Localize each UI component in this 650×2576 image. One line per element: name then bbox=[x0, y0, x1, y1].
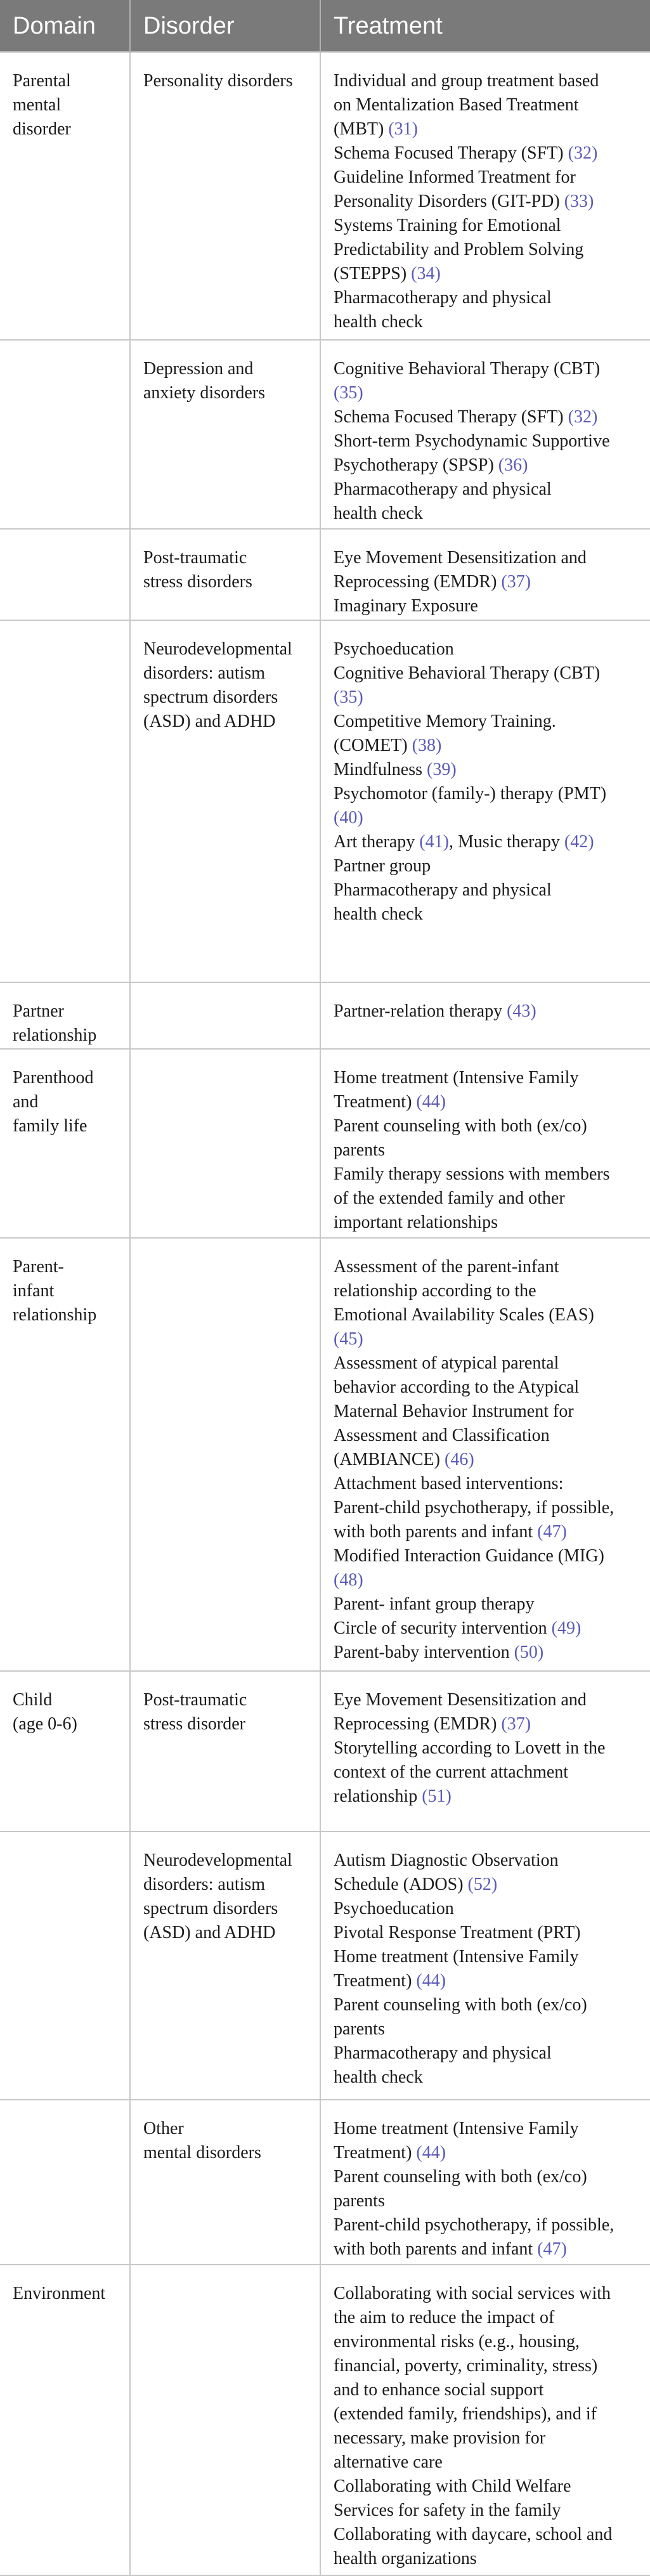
treatment-line bbox=[334, 2330, 641, 2354]
disorder-cell bbox=[130, 1671, 320, 1831]
treatment-line bbox=[334, 286, 641, 310]
treatment-text: parents bbox=[334, 2191, 385, 2211]
treatment-text: necessary, make provision for bbox=[334, 2428, 546, 2448]
treatment-line bbox=[334, 1351, 641, 1376]
treatment-line bbox=[334, 594, 641, 618]
disorder-text: spectrum disorders bbox=[143, 687, 278, 708]
treatment-line bbox=[334, 141, 641, 166]
disorder-cell bbox=[130, 1238, 320, 1671]
disorder-cell bbox=[130, 982, 320, 1049]
treatment-text: Pharmacotherapy and physical bbox=[334, 479, 552, 499]
treatment-line bbox=[334, 429, 641, 453]
domain-text: (age 0-6) bbox=[13, 1714, 77, 1734]
treatment-text: the aim to reduce the impact of bbox=[334, 2307, 555, 2327]
domain-text: relationship bbox=[13, 1304, 97, 1325]
treatment-line bbox=[334, 2499, 641, 2523]
citation-link[interactable]: (37) bbox=[501, 571, 531, 592]
disorder-cell bbox=[130, 1831, 320, 2100]
treatment-line bbox=[334, 1211, 641, 1235]
treatment-line bbox=[334, 1969, 641, 1993]
treatment-line bbox=[334, 1712, 641, 1736]
treatment-text: Emotional Availability Scales (EAS) bbox=[334, 1304, 594, 1325]
treatment-text: Collaborating with daycare, school and bbox=[334, 2524, 613, 2544]
treatment-line bbox=[334, 405, 641, 429]
treatment-line bbox=[334, 710, 641, 734]
treatment-line bbox=[334, 1066, 641, 1090]
treatment-line bbox=[334, 2041, 641, 2065]
citation-link[interactable]: (38) bbox=[412, 736, 442, 756]
treatment-text: (AMBIANCE) bbox=[334, 1449, 445, 1469]
treatment-cell bbox=[320, 982, 650, 1049]
treatment-text: Storytelling according to Lovett in the bbox=[334, 1738, 606, 1758]
treatment-line bbox=[334, 2213, 641, 2237]
treatment-line bbox=[334, 502, 641, 526]
disorder-text: Post-traumatic bbox=[143, 547, 247, 568]
treatment-text: Home treatment (Intensive Family bbox=[334, 1068, 579, 1088]
treatment-text: Parent-child psychotherapy, if possible, bbox=[334, 2215, 614, 2235]
treatment-line bbox=[334, 93, 641, 117]
treatment-text: Home treatment (Intensive Family bbox=[334, 2119, 579, 2139]
treatment-line bbox=[334, 1090, 641, 1114]
treatment-line bbox=[334, 1448, 641, 1472]
header-domain: Domain bbox=[0, 0, 130, 52]
domain-cell bbox=[0, 529, 130, 621]
treatment-text: Eye Movement Desensitization and bbox=[334, 547, 587, 568]
treatment-line bbox=[334, 2117, 641, 2141]
treatment-cell bbox=[320, 620, 650, 982]
treatment-line bbox=[334, 2282, 641, 2306]
disorder-text: disorders: autism bbox=[143, 663, 266, 684]
disorder-text: stress disorders bbox=[143, 571, 252, 592]
citation-link[interactable]: (51) bbox=[422, 1786, 452, 1806]
treatment-text: of the extended family and other bbox=[334, 1188, 565, 1209]
treatment-text: Partner group bbox=[334, 856, 431, 876]
disorder-text: anxiety disorders bbox=[143, 382, 266, 403]
treatment-line bbox=[334, 782, 641, 806]
treatment-text: Art therapy bbox=[334, 832, 420, 852]
treatment-text: relationship bbox=[334, 1786, 422, 1806]
treatment-line bbox=[334, 878, 641, 902]
citation-link[interactable]: (45) bbox=[334, 1329, 363, 1349]
treatment-text: Psychomotor (family-) therapy (PMT) bbox=[334, 784, 607, 804]
treatment-text: Treatment) bbox=[334, 2143, 417, 2163]
domain-cell bbox=[0, 2100, 130, 2264]
treatment-text: Personality Disorders (GIT-PD) bbox=[334, 192, 564, 211]
disorder-text: Other bbox=[143, 2119, 184, 2139]
treatment-text: Eye Movement Desensitization and bbox=[334, 1689, 587, 1710]
disorder-text: Neurodevelopmental bbox=[143, 1850, 292, 1870]
treatment-text: (STEPPS) bbox=[334, 264, 412, 283]
citation-link[interactable]: (31) bbox=[388, 119, 418, 139]
citation-link[interactable]: (49) bbox=[551, 1618, 582, 1638]
treatment-text: Cognitive Behavioral Therapy (CBT) bbox=[334, 358, 601, 379]
table-header bbox=[0, 0, 650, 52]
domain-cell bbox=[0, 1238, 130, 1671]
treatment-text: Schema Focused Therapy (SFT) bbox=[334, 143, 568, 163]
domain-cell bbox=[0, 340, 130, 529]
treatment-text: Schema Focused Therapy (SFT) bbox=[334, 407, 568, 427]
citation-link[interactable]: (35) bbox=[334, 687, 363, 708]
treatment-line bbox=[334, 1873, 641, 1897]
table-row bbox=[0, 1831, 650, 2100]
treatment-text: Short-term Psychodynamic Supportive bbox=[334, 431, 610, 451]
treatment-line bbox=[334, 1849, 641, 1873]
treatment-line bbox=[334, 381, 641, 405]
treatment-text: Parent- infant group therapy bbox=[334, 1594, 535, 1614]
citation-link[interactable]: (44) bbox=[416, 2143, 446, 2163]
treatment-line bbox=[334, 1897, 641, 1921]
treatment-line bbox=[334, 1641, 641, 1665]
treatment-line bbox=[334, 1187, 641, 1211]
domain-text: Parenthood bbox=[13, 1068, 94, 1088]
treatment-text: (COMET) bbox=[334, 736, 412, 756]
treatment-text: Pharmacotherapy and physical bbox=[334, 880, 552, 901]
treatment-line bbox=[334, 1303, 641, 1327]
treatment-text: Individual and group treatment based bbox=[334, 71, 599, 91]
treatment-line bbox=[334, 453, 641, 478]
treatment-line bbox=[334, 1760, 641, 1785]
treatment-text: (extended family, friendships), and if bbox=[334, 2404, 597, 2424]
treatment-text: Modified Interaction Guidance (MIG) bbox=[334, 1545, 604, 1566]
header-row bbox=[0, 0, 650, 52]
treatment-text: Psychotherapy (SPSP) bbox=[334, 455, 498, 475]
treatment-line bbox=[334, 262, 641, 286]
domain-text: Parental bbox=[13, 71, 71, 91]
table-body bbox=[0, 52, 650, 2575]
treatment-text: on Mentalization Based Treatment bbox=[334, 95, 579, 115]
treatment-text: with both parents and infant bbox=[334, 2239, 538, 2260]
treatment-text: health check bbox=[334, 503, 423, 523]
treatment-text: Predictability and Problem Solving bbox=[334, 240, 584, 259]
disorder-cell bbox=[130, 2265, 320, 2575]
treatment-line bbox=[334, 1114, 641, 1138]
treatment-line bbox=[334, 1785, 641, 1809]
treatment-line bbox=[334, 69, 641, 93]
citation-link[interactable]: (42) bbox=[564, 832, 594, 852]
citation-link[interactable]: (48) bbox=[334, 1570, 363, 1590]
treatment-text: context of the current attachment bbox=[334, 1762, 569, 1782]
treatment-line bbox=[334, 1424, 641, 1448]
treatment-cell bbox=[320, 52, 650, 340]
treatment-text: Family therapy sessions with members bbox=[334, 1164, 610, 1185]
citation-link[interactable]: (41) bbox=[419, 832, 449, 852]
table-row bbox=[0, 620, 650, 982]
treatment-line bbox=[334, 357, 641, 381]
treatment-line bbox=[334, 2426, 641, 2450]
citation-link[interactable]: (33) bbox=[564, 192, 594, 211]
treatment-line bbox=[334, 214, 641, 238]
treatment-text: Pivotal Response Treatment (PRT) bbox=[334, 1922, 581, 1942]
treatment-line bbox=[334, 2065, 641, 2090]
citation-link[interactable]: (47) bbox=[537, 2239, 567, 2260]
treatment-line bbox=[334, 310, 641, 334]
treatment-line bbox=[334, 686, 641, 710]
treatment-line bbox=[334, 1736, 641, 1760]
treatment-line bbox=[334, 1376, 641, 1400]
citation-link[interactable]: (35) bbox=[334, 382, 363, 403]
disorder-text: mental disorders bbox=[143, 2143, 261, 2163]
treatment-line bbox=[334, 806, 641, 830]
disorder-cell bbox=[130, 620, 320, 982]
treatment-cell bbox=[320, 2100, 650, 2264]
treatment-text: Parent counseling with both (ex/co) bbox=[334, 1994, 587, 2015]
treatment-text: with both parents and infant bbox=[334, 1521, 538, 1542]
treatment-line bbox=[334, 2402, 641, 2426]
domain-text: family life bbox=[13, 1116, 88, 1136]
treatment-text: Collaborating with Child Welfare bbox=[334, 2476, 571, 2496]
domain-text: mental bbox=[13, 95, 62, 115]
table-row bbox=[0, 52, 650, 340]
treatment-cell bbox=[320, 1831, 650, 2100]
citation-link[interactable]: (37) bbox=[501, 1714, 531, 1734]
disorder-text: Depression and bbox=[143, 358, 254, 379]
treatment-text: Autism Diagnostic Observation bbox=[334, 1850, 559, 1870]
table-row bbox=[0, 2265, 650, 2575]
treatment-line bbox=[334, 2354, 641, 2378]
treatment-cell bbox=[320, 1049, 650, 1238]
treatment-line bbox=[334, 830, 641, 854]
treatment-text: Assessment and Classification bbox=[334, 1425, 550, 1445]
treatment-line bbox=[334, 2189, 641, 2213]
treatment-line bbox=[334, 2141, 641, 2165]
treatment-text: parents bbox=[334, 1140, 385, 1161]
treatment-text: Parent-child psychotherapy, if possible, bbox=[334, 1497, 614, 1518]
disorder-cell bbox=[130, 340, 320, 529]
treatment-line bbox=[334, 1592, 641, 1617]
citation-link[interactable]: (40) bbox=[334, 808, 363, 828]
treatment-line bbox=[334, 1327, 641, 1351]
table-row bbox=[0, 1049, 650, 1238]
treatment-text: Assessment of atypical parental bbox=[334, 1353, 559, 1373]
domain-text: Partner bbox=[13, 1001, 64, 1021]
treatment-cell bbox=[320, 1671, 650, 1831]
treatment-line bbox=[334, 758, 641, 782]
treatment-text: health check bbox=[334, 2067, 423, 2087]
treatment-line bbox=[334, 1520, 641, 1544]
treatment-line bbox=[334, 661, 641, 686]
treatment-line bbox=[334, 1400, 641, 1424]
domain-text: disorder bbox=[13, 119, 71, 139]
treatment-text: parents bbox=[334, 2019, 385, 2039]
disorder-text: spectrum disorders bbox=[143, 1898, 278, 1918]
treatment-text: and to enhance social support bbox=[334, 2379, 544, 2400]
domain-text: Child bbox=[13, 1689, 53, 1710]
treatment-text: Psychoeducation bbox=[334, 1898, 454, 1918]
treatment-line bbox=[334, 854, 641, 878]
treatment-text: Mindfulness bbox=[334, 760, 427, 780]
treatment-text: Home treatment (Intensive Family bbox=[334, 1946, 579, 1967]
domain-cell bbox=[0, 1671, 130, 1831]
treatment-text: relationship according to the bbox=[334, 1280, 536, 1301]
treatment-text: Circle of security intervention bbox=[334, 1618, 552, 1638]
header-disorder: Disorder bbox=[130, 0, 320, 52]
treatment-line bbox=[334, 2547, 641, 2571]
treatment-cell bbox=[320, 1238, 650, 1671]
table-row bbox=[0, 982, 650, 1049]
disorder-cell bbox=[130, 529, 320, 621]
citation-link[interactable]: (50) bbox=[514, 1642, 544, 1662]
treatment-line bbox=[334, 1945, 641, 1969]
citation-link[interactable]: (43) bbox=[507, 1001, 536, 1021]
treatment-line bbox=[334, 637, 641, 661]
disorder-text: disorders: autism bbox=[143, 1874, 266, 1894]
treatment-text: Treatment) bbox=[334, 1092, 417, 1112]
treatment-cell bbox=[320, 340, 650, 529]
treatment-text: Partner-relation therapy bbox=[334, 1001, 507, 1021]
domain-cell bbox=[0, 2265, 130, 2575]
citation-link[interactable]: (32) bbox=[568, 407, 598, 427]
treatment-text: health check bbox=[334, 904, 423, 925]
treatment-line bbox=[334, 570, 641, 594]
treatment-text: Reprocessing (EMDR) bbox=[334, 571, 502, 592]
disorder-cell bbox=[130, 2100, 320, 2264]
citation-link[interactable]: (52) bbox=[467, 1874, 498, 1894]
treatment-line bbox=[334, 546, 641, 570]
table-row bbox=[0, 1238, 650, 1671]
treatment-text: Guideline Informed Treatment for bbox=[334, 167, 576, 187]
citation-link[interactable]: (36) bbox=[498, 455, 528, 475]
treatment-text: health organizations bbox=[334, 2548, 477, 2568]
domain-cell bbox=[0, 1049, 130, 1238]
disorder-text: (ASD) and ADHD bbox=[143, 1922, 276, 1942]
treatment-line bbox=[334, 238, 641, 262]
treatment-line bbox=[334, 1279, 641, 1303]
treatment-text: (MBT) bbox=[334, 119, 389, 139]
treatment-line bbox=[334, 1688, 641, 1712]
disorder-text: Personality disorders bbox=[143, 71, 293, 91]
treatment-text: behavior according to the Atypical bbox=[334, 1377, 580, 1397]
treatment-text: Maternal Behavior Instrument for bbox=[334, 1401, 574, 1421]
treatment-text: Assessment of the parent-infant bbox=[334, 1256, 559, 1277]
domain-text: Parent- bbox=[13, 1256, 64, 1277]
citation-link[interactable]: (39) bbox=[427, 760, 457, 780]
disorder-text: Post-traumatic bbox=[143, 1689, 247, 1710]
treatment-line bbox=[334, 1472, 641, 1496]
disorder-text: stress disorder bbox=[143, 1714, 245, 1734]
treatment-line bbox=[334, 999, 641, 1024]
treatment-text: Parent counseling with both (ex/co) bbox=[334, 2167, 587, 2187]
citation-link[interactable]: (34) bbox=[411, 264, 441, 283]
citation-link[interactable]: (47) bbox=[537, 1521, 567, 1542]
treatment-text: Cognitive Behavioral Therapy (CBT) bbox=[334, 663, 601, 684]
treatment-line bbox=[334, 1162, 641, 1187]
treatment-line bbox=[334, 1617, 641, 1641]
treatment-text: Systems Training for Emotional bbox=[334, 216, 561, 235]
treatment-line bbox=[334, 1496, 641, 1520]
treatment-text: Competitive Memory Training. bbox=[334, 712, 556, 732]
treatment-text: Collaborating with social services with bbox=[334, 2283, 611, 2303]
treatment-line bbox=[334, 190, 641, 214]
domain-cell bbox=[0, 620, 130, 982]
treatment-line bbox=[334, 1993, 641, 2017]
treatment-cell bbox=[320, 2265, 650, 2575]
treatment-text: Parent-baby intervention bbox=[334, 1642, 514, 1662]
treatment-line bbox=[334, 117, 641, 141]
treatment-line bbox=[334, 2450, 641, 2475]
treatment-line bbox=[334, 2475, 641, 2499]
treatment-line bbox=[334, 2017, 641, 2041]
header-treatment: Treatment bbox=[320, 0, 650, 52]
table-row bbox=[0, 2100, 650, 2264]
disorder-text: Neurodevelopmental bbox=[143, 639, 292, 660]
treatment-line bbox=[334, 2306, 641, 2330]
treatment-line bbox=[334, 1568, 641, 1592]
treatment-text: health check bbox=[334, 312, 423, 332]
treatment-text: , Music therapy bbox=[448, 832, 564, 852]
table-row bbox=[0, 340, 650, 529]
domain-text: relationship bbox=[13, 1025, 97, 1045]
treatment-line bbox=[334, 1544, 641, 1568]
treatment-text: Pharmacotherapy and physical bbox=[334, 288, 552, 308]
treatment-text: Schedule (ADOS) bbox=[334, 1874, 468, 1894]
citation-link[interactable]: (44) bbox=[416, 1092, 446, 1112]
disorder-cell bbox=[130, 52, 320, 340]
treatment-line bbox=[334, 2165, 641, 2189]
table-row bbox=[0, 1671, 650, 1831]
treatment-line bbox=[334, 902, 641, 927]
treatment-text: Imaginary Exposure bbox=[334, 595, 478, 616]
treatment-line bbox=[334, 2523, 641, 2547]
domain-text: and bbox=[13, 1092, 39, 1112]
treatment-line bbox=[334, 1138, 641, 1162]
treatment-text: important relationships bbox=[334, 1213, 498, 1233]
citation-link[interactable]: (32) bbox=[568, 143, 598, 163]
treatment-text: Pharmacotherapy and physical bbox=[334, 2043, 552, 2063]
treatment-line bbox=[334, 1255, 641, 1279]
domain-text: Environment bbox=[13, 2283, 106, 2303]
treatment-text: Parent counseling with both (ex/co) bbox=[334, 1116, 587, 1136]
domain-cell bbox=[0, 1831, 130, 2100]
treatment-text: Reprocessing (EMDR) bbox=[334, 1714, 502, 1734]
citation-link[interactable]: (44) bbox=[416, 1970, 446, 1991]
treatment-line bbox=[334, 734, 641, 758]
treatment-line bbox=[334, 2237, 641, 2261]
treatment-text: alternative care bbox=[334, 2452, 443, 2472]
treatment-text: Services for safety in the family bbox=[334, 2500, 561, 2520]
table-row bbox=[0, 529, 650, 621]
domain-cell bbox=[0, 982, 130, 1049]
treatment-text: financial, poverty, criminality, stress) bbox=[334, 2355, 598, 2376]
treatment-line bbox=[334, 166, 641, 190]
citation-link[interactable]: (46) bbox=[445, 1449, 474, 1469]
treatment-text: Psychoeducation bbox=[334, 639, 454, 660]
treatment-line bbox=[334, 2378, 641, 2402]
treatment-text: Treatment) bbox=[334, 1970, 417, 1991]
treatment-cell bbox=[320, 529, 650, 621]
domain-cell bbox=[0, 52, 130, 340]
domain-text: infant bbox=[13, 1280, 55, 1301]
disorder-cell bbox=[130, 1049, 320, 1238]
treatment-text: Attachment based interventions: bbox=[334, 1473, 564, 1493]
treatment-text: environmental risks (e.g., housing, bbox=[334, 2331, 580, 2352]
disorder-text: (ASD) and ADHD bbox=[143, 712, 276, 732]
treatment-line bbox=[334, 1921, 641, 1945]
treatment-line bbox=[334, 478, 641, 502]
